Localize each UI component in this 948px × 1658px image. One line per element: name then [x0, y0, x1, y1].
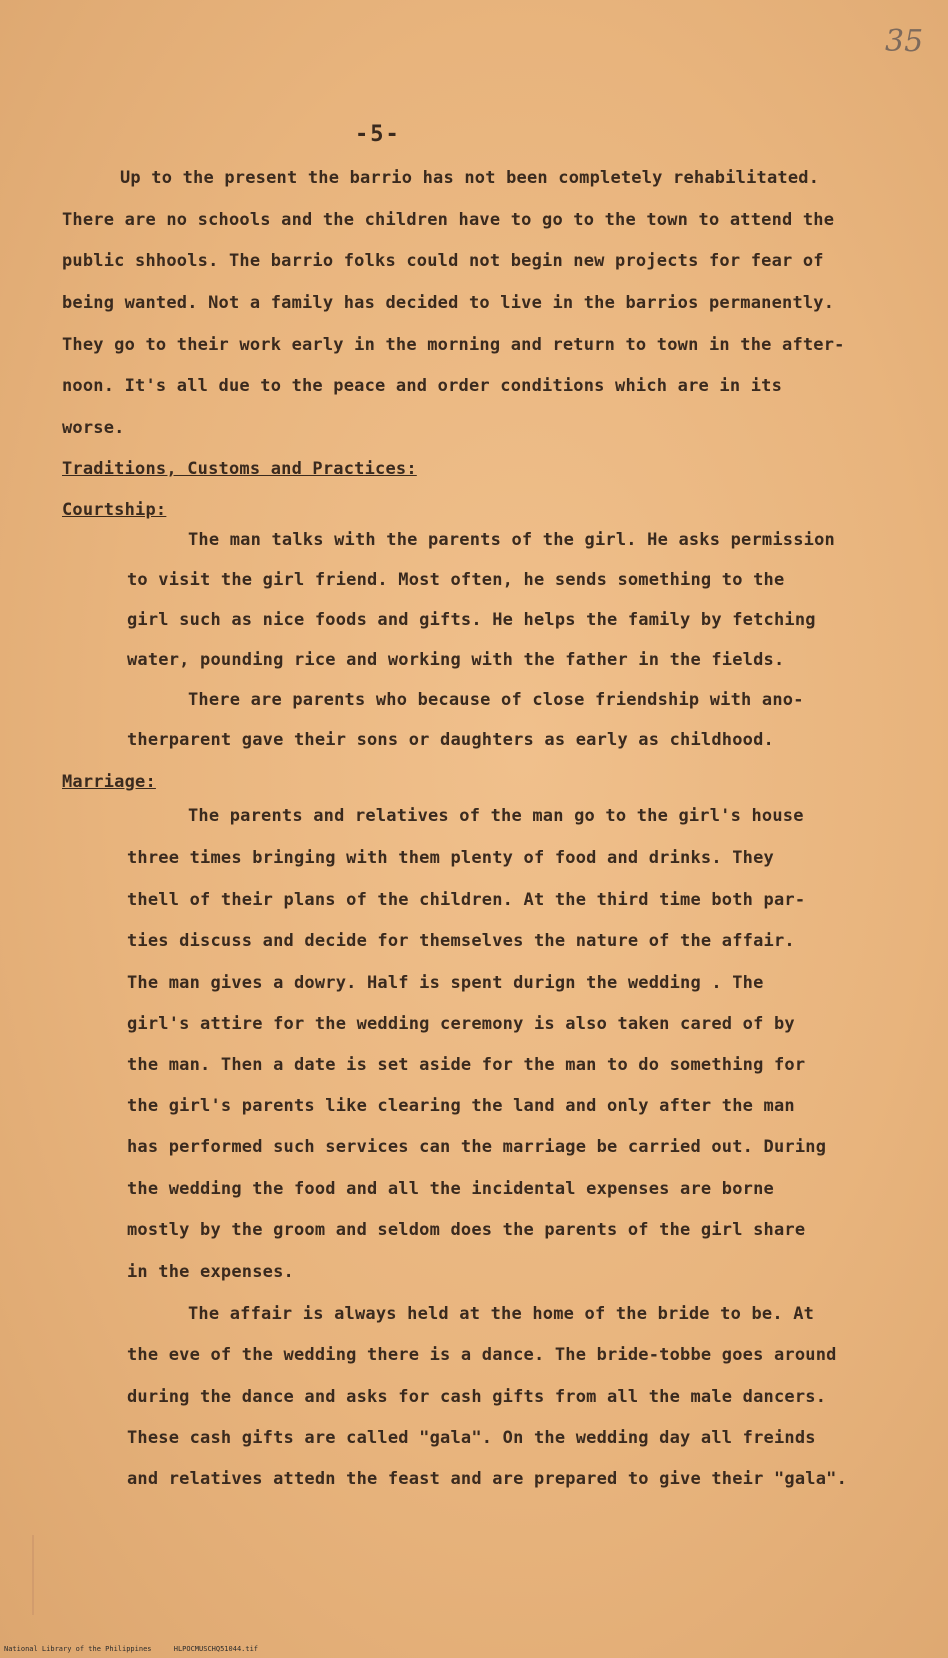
courtship-line: There are parents who because of close friendship with ano- [188, 690, 804, 710]
marriage-line: has performed such services can the marriage be carried out. During [127, 1137, 827, 1157]
marriage-heading: Marriage: [62, 772, 156, 792]
marriage-line: in the expenses. [127, 1262, 294, 1282]
marriage-line: ties discuss and decide for themselves the nature of the affair. [127, 931, 795, 951]
marriage-line: during the dance and asks for cash gifts from all the male dancers. [127, 1387, 827, 1407]
marriage-line: the girl's parents like clearing the land and only after the man [127, 1096, 795, 1116]
marriage-line: the man. Then a date is set aside for the man to do something for [127, 1055, 806, 1075]
marriage-line: The man gives a dowry. Half is spent durign the wedding . The [127, 973, 764, 993]
marriage-line: and relatives attedn the feast and are prepared to give their "gala". [127, 1469, 848, 1489]
marriage-line: The affair is always held at the home of the bride to be. At [188, 1304, 815, 1324]
body-line: Up to the present the barrio has not been completely rehabilitated. [120, 168, 820, 188]
marriage-line: These cash gifts are called "gala". On the wedding day all freinds [127, 1428, 816, 1448]
courtship-line: The man talks with the parents of the girl. He asks permission [188, 530, 835, 550]
marriage-line: the eve of the wedding there is a dance. The bride-tobbe goes around [127, 1345, 837, 1365]
body-line: being wanted. Not a family has decided to live in the barrios permanently. [62, 293, 835, 313]
margin-crease [32, 1535, 34, 1615]
marriage-line: three times bringing with them plenty of food and drinks. They [127, 848, 774, 868]
courtship-line: therparent gave their sons or daughters as early as childhood. [127, 730, 774, 750]
courtship-line: water, pounding rice and working with the father in the fields. [127, 650, 785, 670]
marriage-line: thell of their plans of the children. At the third time both par- [127, 890, 806, 910]
body-line: They go to their work early in the morning and return to town in the after- [62, 335, 845, 355]
marriage-line: the wedding the food and all the incidental expenses are borne [127, 1179, 774, 1199]
footer-file-id: HLPOCMUSCHQ51044.tif [173, 1645, 259, 1653]
body-line: There are no schools and the children have to go to the town to attend the [62, 210, 835, 230]
body-line: public shhools. The barrio folks could not begin new projects for fear of [62, 251, 824, 271]
footer-institution: National Library of the Philippines [4, 1645, 152, 1653]
archive-footer [4, 1645, 276, 1653]
marriage-line: girl's attire for the wedding ceremony is also taken cared of by [127, 1014, 795, 1034]
courtship-line: girl such as nice foods and gifts. He helps the family by fetching [127, 610, 816, 630]
courtship-heading: Courtship: [62, 500, 167, 520]
page-number: -5- [355, 122, 401, 147]
section-heading: Traditions, Customs and Practices: [62, 459, 417, 479]
body-line: worse. [62, 418, 125, 438]
courtship-line: to visit the girl friend. Most often, he sends something to the [127, 570, 785, 590]
marriage-line: The parents and relatives of the man go to the girl's house [188, 806, 804, 826]
marriage-line: mostly by the groom and seldom does the parents of the girl share [127, 1220, 806, 1240]
body-line: noon. It's all due to the peace and order conditions which are in its [62, 376, 783, 396]
pencil-page-number: 35 [885, 24, 924, 59]
